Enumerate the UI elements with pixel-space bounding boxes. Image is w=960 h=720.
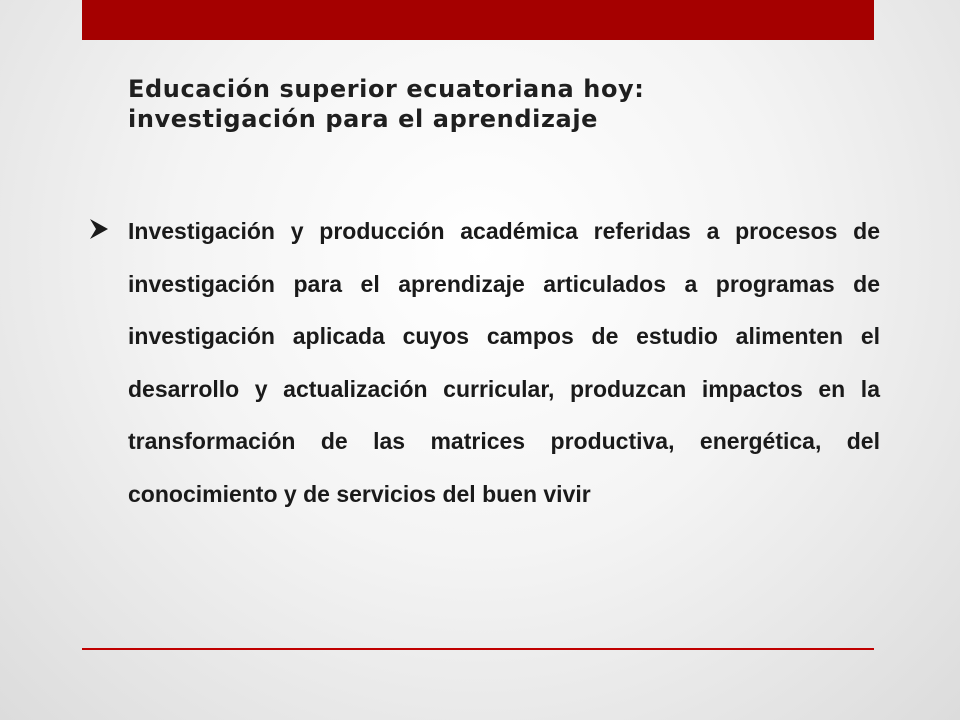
bottom-accent-line <box>82 648 874 650</box>
slide-title-line-2: investigación para el aprendizaje <box>128 105 599 133</box>
top-accent-bar <box>82 0 874 40</box>
bullet-text: Investigación y producción académica referidas a procesos de investigación para el aprendizaje articulados a programas de investigación aplicada cuyos campos de estudio alimenten el desarrollo y actualización curricular, produzcan impactos en la transformación de las matrices productiva, energética, del conocimiento y de servicios del buen vivir <box>128 218 880 507</box>
bullet-item <box>88 205 880 520</box>
slide-title-line-1: Educación superior ecuatoriana hoy: <box>128 75 645 103</box>
slide-title <box>128 74 848 134</box>
arrowhead-bullet-icon <box>88 211 112 247</box>
